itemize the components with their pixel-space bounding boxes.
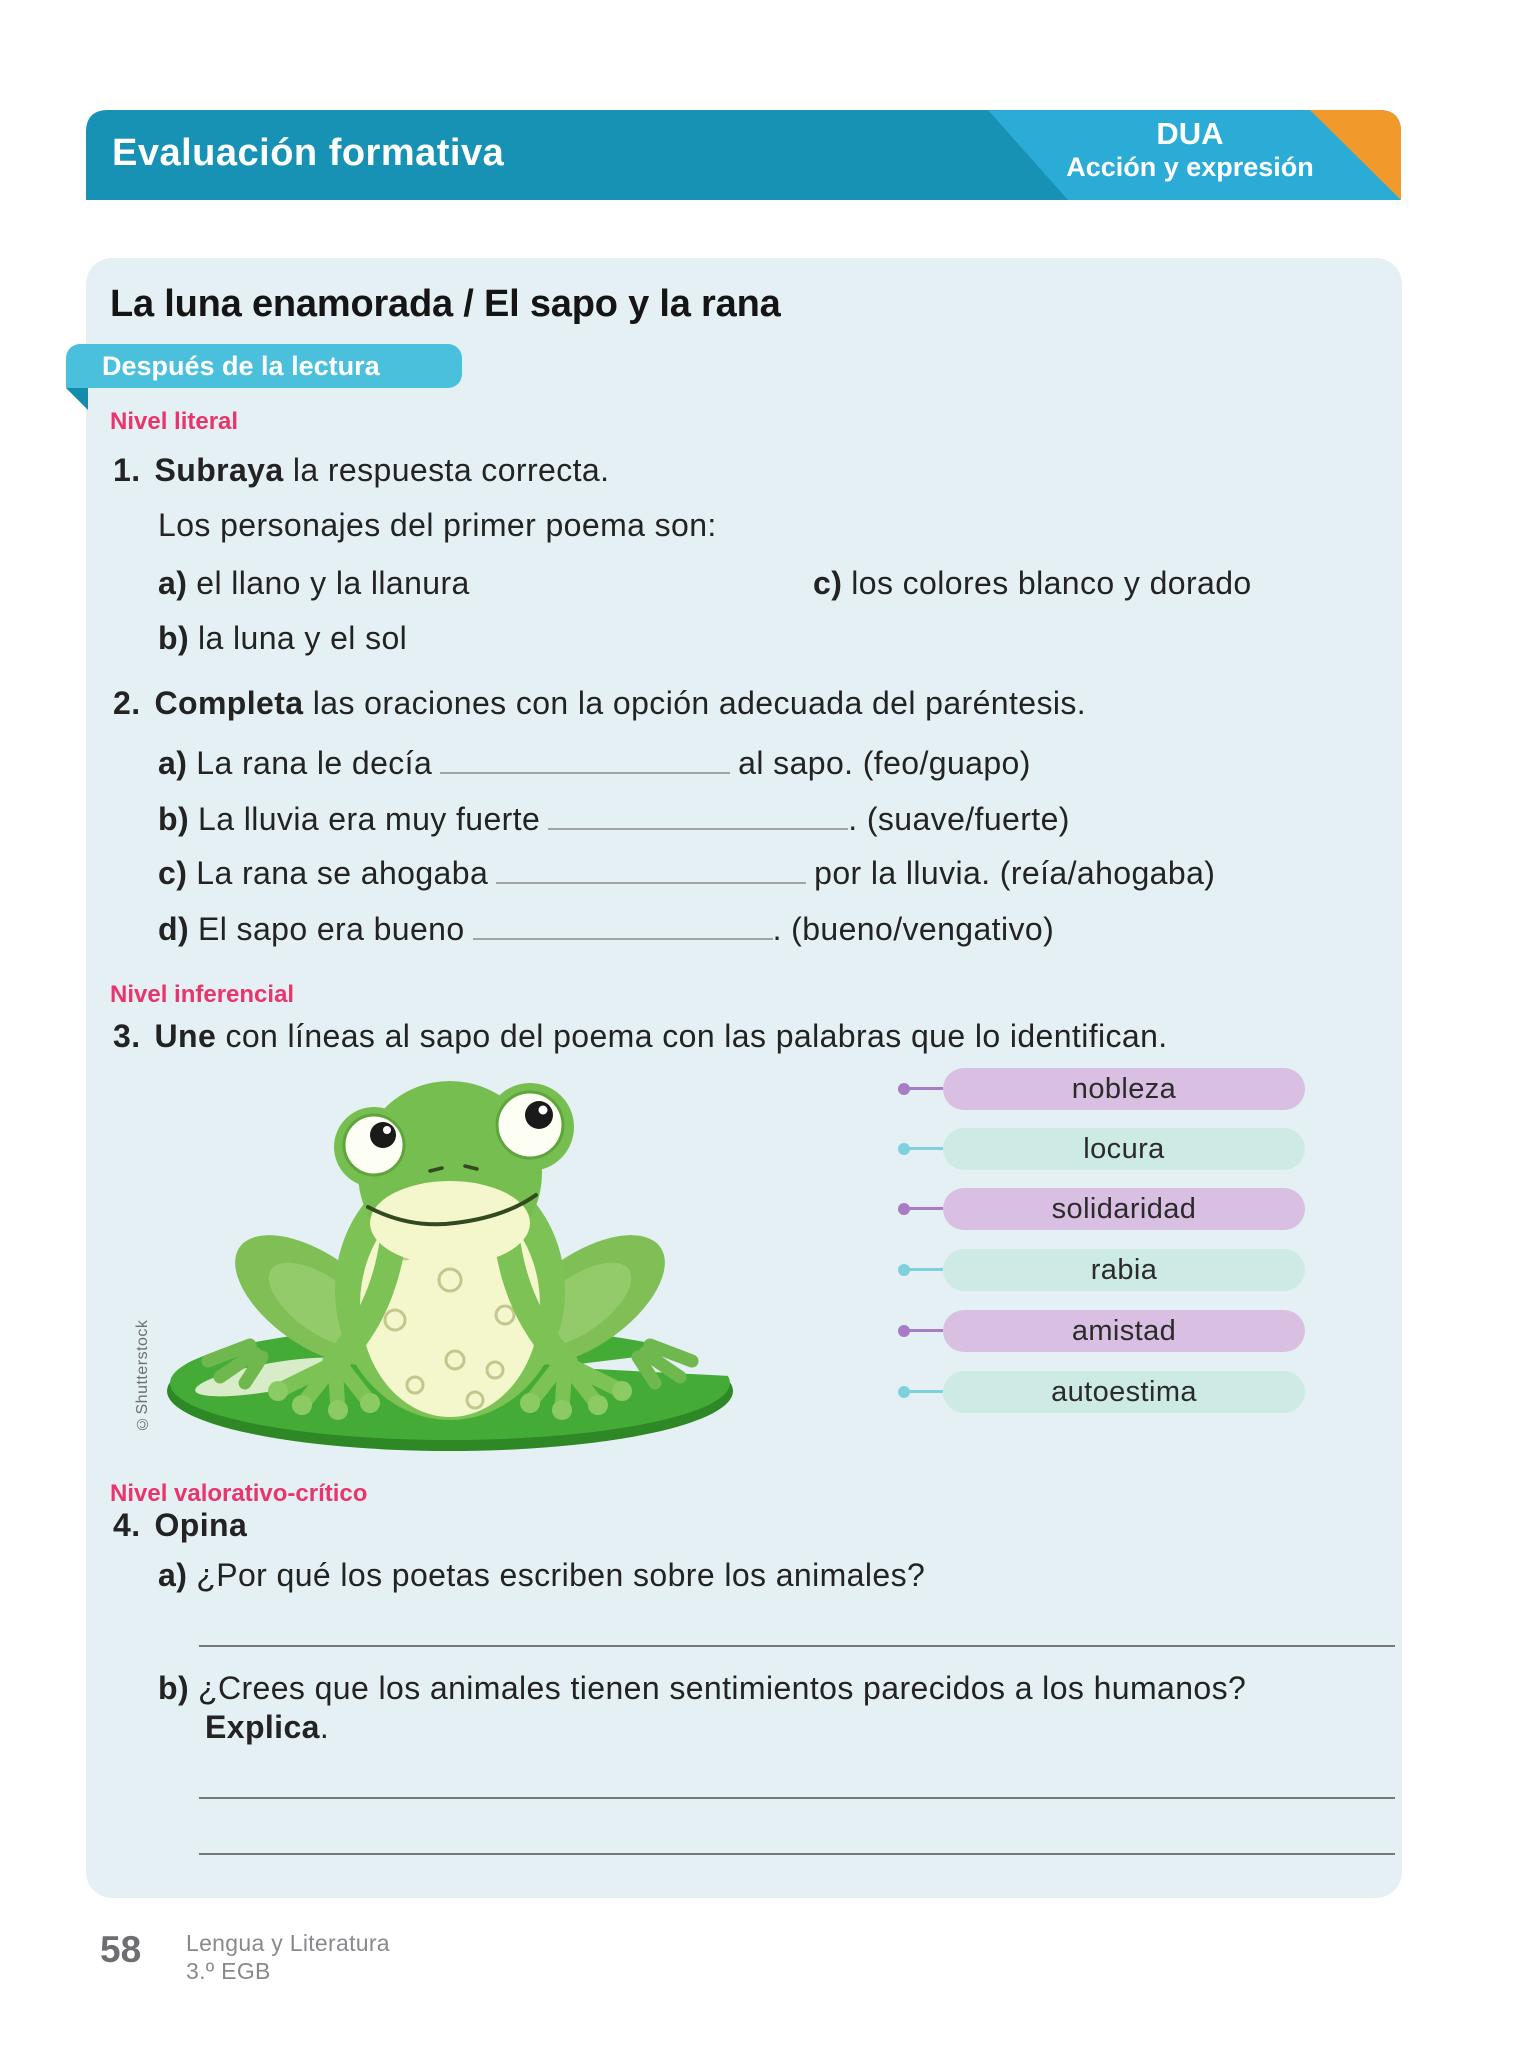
connector-line-autoestima bbox=[906, 1390, 943, 1393]
q2-item-a-blank[interactable] bbox=[440, 742, 730, 774]
q1-option-c[interactable] bbox=[813, 565, 1252, 602]
connector-line-nobleza bbox=[906, 1087, 943, 1090]
connector-line-amistad bbox=[906, 1329, 943, 1332]
q2-item-a-suffix: al sapo. (feo/guapo) bbox=[738, 745, 1031, 781]
q4-item-b-explica bbox=[205, 1709, 329, 1746]
question-3-text: con líneas al sapo del poema con las palabras que lo identifican. bbox=[216, 1018, 1168, 1054]
q2-item-c bbox=[158, 852, 1215, 892]
q2-item-d bbox=[158, 908, 1054, 948]
question-4-verb: Opina bbox=[154, 1507, 248, 1543]
q1-option-b[interactable] bbox=[158, 620, 407, 657]
question-1-intro: Los personajes del primer poema son: bbox=[158, 507, 717, 543]
q2-item-b-suffix: . (suave/fuerte) bbox=[848, 801, 1070, 837]
level-label-inferencial: Nivel inferencial bbox=[110, 981, 295, 1008]
connector-line-solidaridad bbox=[906, 1207, 943, 1210]
q2-item-d-marker: d) bbox=[158, 911, 190, 947]
q2-item-d-prefix: El sapo era bueno bbox=[198, 911, 465, 947]
q1-option-a-text[interactable]: el llano y la llanura bbox=[196, 565, 470, 601]
q2-item-b-marker: b) bbox=[158, 801, 190, 837]
q2-item-c-marker: c) bbox=[158, 855, 188, 891]
q2-item-a bbox=[158, 742, 1031, 782]
question-2-verb: Completa bbox=[154, 685, 304, 721]
q4-item-b-marker: b) bbox=[158, 1670, 190, 1706]
question-4-number: 4. bbox=[113, 1507, 141, 1543]
question-2 bbox=[113, 685, 1086, 722]
connector-line-rabia bbox=[906, 1268, 943, 1271]
q2-item-c-suffix: por la lluvia. (reía/ahogaba) bbox=[814, 855, 1216, 891]
q4-item-b bbox=[158, 1670, 1246, 1707]
question-1-verb: Subraya bbox=[154, 452, 284, 488]
q4-item-a-marker: a) bbox=[158, 1557, 188, 1593]
question-4 bbox=[113, 1507, 247, 1544]
header-title: Evaluación formativa bbox=[112, 132, 505, 174]
word-pill-solidaridad[interactable]: solidaridad bbox=[943, 1188, 1305, 1230]
section-tab: Después de la lectura bbox=[66, 344, 462, 388]
q2-item-b-blank[interactable] bbox=[548, 798, 848, 830]
q4-item-b-text: ¿Crees que los animales tienen sentimientos parecidos a los humanos? bbox=[198, 1670, 1247, 1706]
q2-item-a-prefix: La rana le decía bbox=[196, 745, 433, 781]
question-2-number: 2. bbox=[113, 685, 141, 721]
question-3-verb: Une bbox=[154, 1018, 217, 1054]
q1-option-a[interactable] bbox=[158, 565, 470, 602]
word-pill-amistad[interactable]: amistad bbox=[943, 1310, 1305, 1352]
question-3-number: 3. bbox=[113, 1018, 141, 1054]
q4-item-a bbox=[158, 1557, 925, 1594]
q1-option-a-marker: a) bbox=[158, 565, 188, 601]
q1-option-c-marker: c) bbox=[813, 565, 843, 601]
question-1 bbox=[113, 452, 609, 489]
q2-item-a-marker: a) bbox=[158, 745, 188, 781]
question-1-text: la respuesta correcta. bbox=[283, 452, 610, 488]
connector-line-locura bbox=[906, 1147, 943, 1150]
image-credit: ©Shutterstock bbox=[134, 1319, 151, 1432]
q1-option-b-text[interactable]: la luna y el sol bbox=[198, 620, 408, 656]
q4-item-b-bold-suffix: . bbox=[319, 1709, 330, 1745]
level-label-valorativo: Nivel valorativo-crítico bbox=[110, 1480, 368, 1507]
word-pill-autoestima[interactable]: autoestima bbox=[943, 1371, 1305, 1413]
q2-item-d-suffix: . (bueno/vengativo) bbox=[772, 911, 1055, 947]
page-number: 58 bbox=[100, 1929, 142, 1970]
footer-book: Lengua y Literatura bbox=[186, 1930, 390, 1956]
q4-item-b-bold: Explica bbox=[205, 1709, 320, 1745]
q2-item-d-blank[interactable] bbox=[473, 908, 773, 940]
word-pill-rabia[interactable]: rabia bbox=[943, 1249, 1305, 1291]
word-pill-locura[interactable]: locura bbox=[943, 1128, 1305, 1170]
q4-answer-line-b1[interactable] bbox=[199, 1797, 1395, 1799]
frog-illustration[interactable] bbox=[150, 1065, 750, 1465]
q1-option-c-text[interactable]: los colores blanco y dorado bbox=[851, 565, 1252, 601]
q1-option-b-marker: b) bbox=[158, 620, 190, 656]
section-tab-fold bbox=[66, 388, 88, 410]
level-label-literal: Nivel literal bbox=[110, 408, 239, 435]
word-pill-nobleza[interactable]: nobleza bbox=[943, 1068, 1305, 1110]
q4-item-a-text: ¿Por qué los poetas escriben sobre los animales? bbox=[196, 1557, 926, 1593]
question-3 bbox=[113, 1018, 1168, 1055]
q2-item-c-blank[interactable] bbox=[496, 852, 806, 884]
page-title: La luna enamorada / El sapo y la rana bbox=[110, 283, 781, 325]
dua-sublabel: Acción y expresión bbox=[1066, 152, 1314, 182]
question-1-number: 1. bbox=[113, 452, 141, 488]
q2-item-b-prefix: La lluvia era muy fuerte bbox=[198, 801, 541, 837]
q4-answer-line-a[interactable] bbox=[199, 1645, 1395, 1647]
question-2-text: las oraciones con la opción adecuada del paréntesis. bbox=[303, 685, 1087, 721]
dua-label: DUA bbox=[1156, 116, 1224, 151]
footer-grade: 3.º EGB bbox=[186, 1958, 271, 1984]
q2-item-b bbox=[158, 798, 1070, 838]
q4-answer-line-b2[interactable] bbox=[199, 1853, 1395, 1855]
q2-item-c-prefix: La rana se ahogaba bbox=[196, 855, 489, 891]
